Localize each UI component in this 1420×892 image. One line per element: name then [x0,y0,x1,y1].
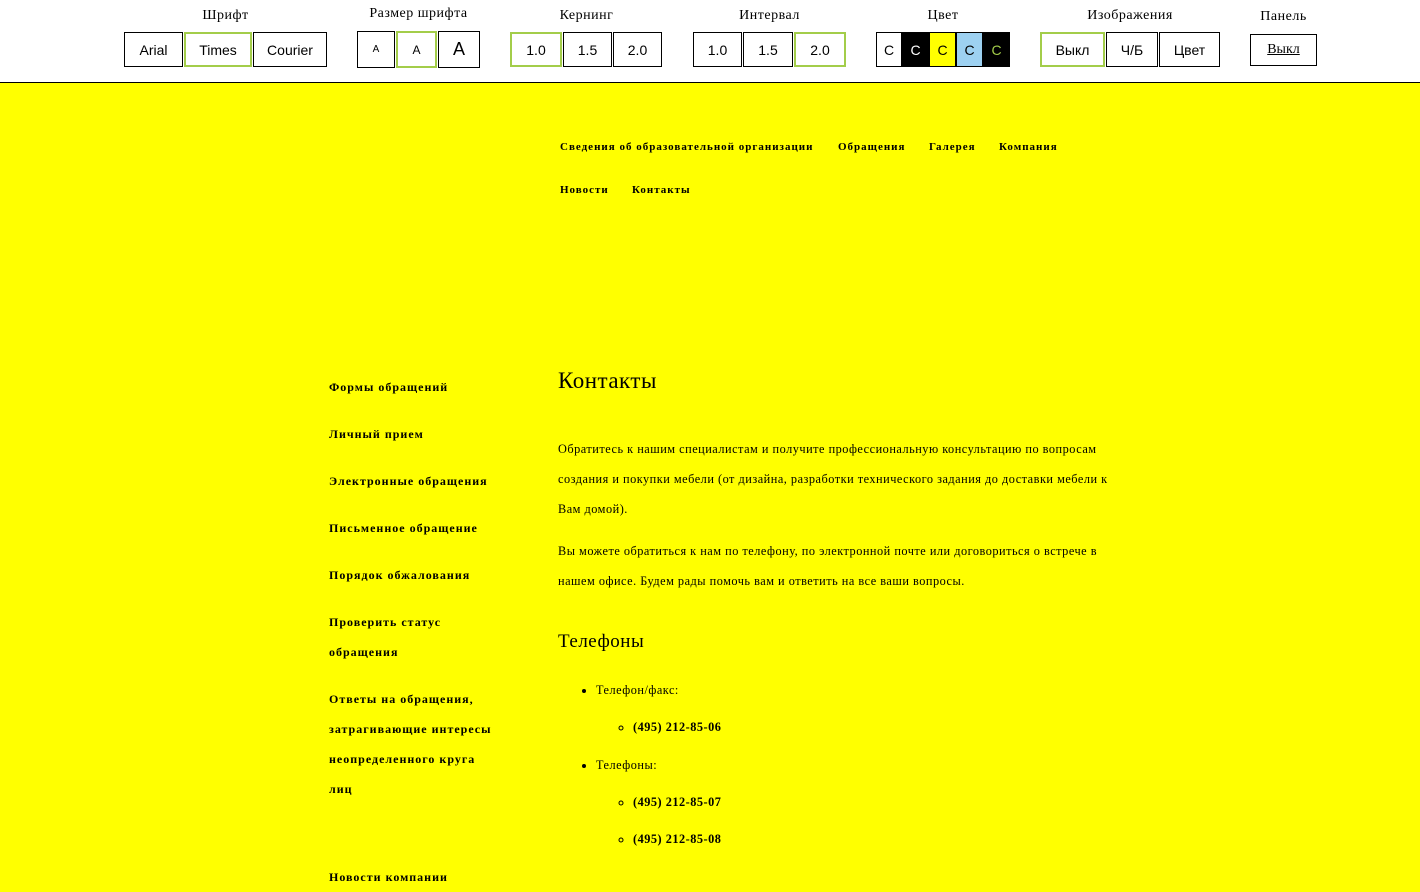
sidebar-item-electronic-appeals[interactable]: Электронные обращения [329,474,488,488]
sidebar-item-answers[interactable]: Ответы на обращения, затрагивающие интересы неопределенного круга лиц [329,692,492,796]
interval-group-label: Интервал [739,8,800,23]
phones-heading: Телефоны [558,631,645,652]
interval-1-0-button[interactable]: 1.0 [693,32,742,67]
color-green-scheme-button[interactable]: C [983,32,1010,67]
contact-paragraph: Вы можете обратиться к нам по телефону, по электронной почте или договориться о встрече в нашем офисе. Будем рады помочь вам и ответить на все ваши вопросы. [558,544,1098,588]
color-yellow-scheme-button[interactable]: C [929,32,956,67]
main-content [558,368,1128,868]
phones-label: Телефоны: [596,758,658,772]
kerning-2-0-button[interactable]: 2.0 [613,32,662,67]
list-item [596,756,1128,848]
accessibility-panel [0,0,1420,83]
nav-item-news[interactable]: Новости [560,184,609,196]
color-group-label: Цвет [927,8,959,23]
sidebar-item-appeal-forms[interactable]: Формы обращений [329,380,449,394]
phones-list [558,681,1128,848]
nav-item-company[interactable]: Компания [999,141,1058,153]
phone-number: ◦ (495) 212-85-08 [633,830,1128,848]
panel-off-button[interactable]: Выкл [1250,34,1317,66]
intro-paragraph: Обратитесь к нашим специалистам и получите профессиональную консультацию по вопросам создания и покупки мебели (от дизайна, разработки технического задания до доставки мебели к Вам домой). [558,442,1108,516]
nav-item-appeals[interactable]: Обращения [838,141,906,153]
sidebar-item-check-status[interactable]: Проверить статус обращения [329,615,442,659]
list-item [596,681,1128,736]
phone-number: ◦ (495) 212-85-07 [633,793,1128,811]
font-size-small-button[interactable]: A [357,31,395,68]
font-size-large-button[interactable]: A [438,31,480,68]
images-group-label: Изображения [1087,8,1173,23]
fax-number: ◦ (495) 212-85-06 [633,718,1128,736]
images-color-button[interactable]: Цвет [1159,32,1220,67]
font-size-medium-button[interactable]: A [396,31,437,68]
sidebar-item-appeal-procedure[interactable]: Порядок обжалования [329,568,471,582]
font-size-group-label: Размер шрифта [369,6,468,21]
sidebar-item-company-news[interactable]: Новости компании [329,870,448,884]
font-group-label: Шрифт [202,8,249,23]
sidebar-item-written-appeal[interactable]: Письменное обращение [329,521,478,535]
font-arial-button[interactable]: Arial [124,32,183,67]
color-black-scheme-button[interactable]: C [902,32,929,67]
kerning-1-5-button[interactable]: 1.5 [563,32,612,67]
images-bw-button[interactable]: Ч/Б [1106,32,1158,67]
nav-item-gallery[interactable]: Галерея [929,141,976,153]
color-white-scheme-button[interactable]: C [876,32,902,67]
nav-item-contacts[interactable]: Контакты [632,184,691,196]
kerning-1-0-button[interactable]: 1.0 [510,32,562,67]
sidebar-item-personal-reception[interactable]: Личный прием [329,427,424,441]
page-title: Контакты [558,368,657,393]
sidebar [329,372,509,884]
font-courier-button[interactable]: Courier [253,32,327,67]
images-off-button[interactable]: Выкл [1040,32,1105,67]
interval-1-5-button[interactable]: 1.5 [743,32,793,67]
font-times-button[interactable]: Times [184,32,252,67]
interval-2-0-button[interactable]: 2.0 [794,32,846,67]
nav-item-organization-info[interactable]: Сведения об образовательной организации [560,141,814,153]
fax-label: Телефон/факс: [596,683,679,697]
kerning-group-label: Кернинг [559,8,614,23]
color-blue-scheme-button[interactable]: C [956,32,983,67]
panel-group-label: Панель [1260,9,1307,24]
